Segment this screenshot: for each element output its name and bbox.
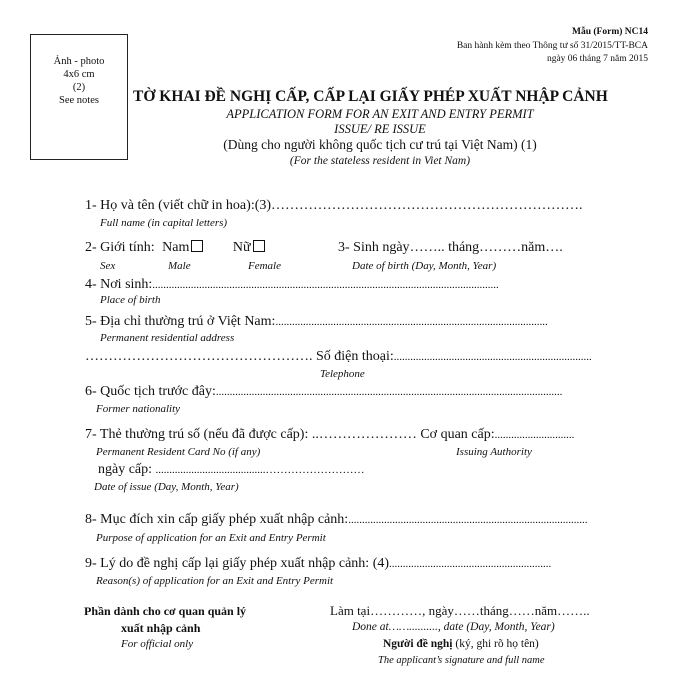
photo-size: 4x6 cm: [63, 69, 95, 80]
official-use-en: For official only: [121, 638, 194, 650]
field-reissue-reason: [85, 556, 551, 572]
field-dob-sub: Date of birth (Day, Month, Year): [352, 260, 497, 272]
field-nationality-label: 6- Quốc tịch trước đây:: [85, 384, 216, 399]
field-sex-sub: Sex: [100, 260, 116, 272]
field-agency-sub: Issuing Authority: [456, 446, 532, 458]
field-card-label: 7- Thẻ thường trú số (nếu đã được cấp):: [85, 427, 312, 442]
field-pob-input[interactable]: ..............................................................................................................................: [152, 279, 499, 291]
dob-month-input[interactable]: ………: [479, 240, 522, 255]
field-phone-input[interactable]: ........................................................................: [393, 351, 592, 363]
photo-note-number: (2): [72, 82, 86, 93]
sex-male-label: Nam: [162, 240, 190, 255]
dob-month-label: tháng: [448, 240, 480, 255]
sex-female-checkbox[interactable]: [253, 240, 265, 252]
field-address-line2-input[interactable]: ………………………………………….: [85, 349, 316, 364]
photo-label: Ảnh - photo: [53, 56, 105, 67]
form-title-vn: TỜ KHAI ĐỀ NGHỊ CẤP, CẤP LẠI GIẤY PHÉP XUẤT NHẬP CẢNH: [133, 88, 608, 105]
field-reason-label: 9- Lý do đề nghị cấp lại giấy phép xuất nhập cảnh: (4): [85, 556, 390, 571]
sex-male-checkbox[interactable]: [191, 240, 203, 252]
field-reason-sub: Reason(s) of application for an Exit and Entry Permit: [96, 575, 334, 587]
form-subtitle-vn: (Dùng cho người không quốc tịch cư trú tại Việt Nam) (1): [223, 137, 537, 152]
official-use-heading: Phần dành cho cơ quan quản lý: [84, 604, 247, 618]
field-nationality-input[interactable]: ..............................................................................................................................: [215, 386, 563, 398]
field-agency-label: Cơ quan cấp:: [420, 427, 495, 442]
field-address: [85, 314, 548, 330]
sex-female-label: Nữ: [232, 240, 251, 255]
field-full-name-label: 1- Họ và tên (viết chữ in hoa):(3): [85, 198, 272, 213]
field-address-sub: Permanent residential address: [100, 332, 235, 344]
official-use-heading-2: xuất nhập cảnh: [121, 621, 201, 635]
field-issue-date-sub: Date of issue (Day, Month, Year): [94, 481, 239, 493]
form-subtitle-en: (For the stateless resident in Viet Nam): [289, 155, 471, 167]
field-full-name-sub: Full name (in capital letters): [100, 217, 228, 229]
field-sex: [85, 240, 265, 256]
field-full-name-input[interactable]: ………………………………………………………….: [271, 198, 583, 213]
field-purpose: [85, 512, 587, 528]
field-female-sub: Female: [248, 260, 281, 272]
applicant-signature-en: The applicant’s signature and full name: [378, 655, 545, 666]
done-at-line[interactable]: Làm tại…………, ngày……tháng……năm……..: [330, 603, 590, 618]
field-phone-sub: Telephone: [320, 368, 365, 380]
field-phone-label: Số điện thoại:: [316, 349, 394, 364]
field-former-nationality: [85, 384, 562, 400]
applicant-label-rest: (ký, ghi rõ họ tên): [452, 638, 539, 650]
field-purpose-label: 8- Mục đích xin cấp giấy phép xuất nhập cảnh:: [85, 512, 349, 527]
field-place-of-birth: [85, 277, 499, 293]
form-code: Mẫu (Form) NC14: [572, 27, 648, 37]
field-address-input[interactable]: ...................................................................................................: [275, 316, 548, 328]
done-at-en: Done at…….........., date (Day, Month, Year): [352, 621, 555, 633]
field-pob-sub: Place of birth: [100, 294, 161, 306]
applicant-label-bold: Người đề nghị: [383, 638, 453, 650]
field-issue-date-label: ngày cấp:: [98, 462, 156, 477]
field-issue-date: [98, 462, 365, 478]
photo-see-notes: See notes: [59, 95, 99, 106]
issued-date: ngày 06 tháng 7 năm 2015: [546, 54, 648, 64]
applicant-signature-label: [383, 638, 539, 650]
field-dob-label: 3- Sinh ngày: [338, 240, 410, 255]
field-full-name: [85, 198, 583, 214]
field-dob: [338, 240, 563, 256]
field-issue-date-input[interactable]: ........................................………………………: [155, 464, 365, 476]
field-sex-label: 2- Giới tính:: [85, 240, 155, 255]
field-card-sub: Permanent Resident Card No (if any): [96, 446, 261, 458]
field-nationality-sub: Former nationality: [96, 403, 181, 415]
field-male-sub: Male: [168, 260, 191, 272]
field-address-line2: [85, 349, 592, 365]
field-agency-input[interactable]: .............................: [494, 429, 575, 441]
field-residence-card: [85, 427, 574, 443]
form-title-en: APPLICATION FORM FOR AN EXIT AND ENTRY PERMIT: [226, 107, 534, 121]
field-pob-label: 4- Nơi sinh:: [85, 277, 153, 292]
form-title-en-2: ISSUE/ RE ISSUE: [334, 122, 426, 136]
dob-day-input[interactable]: ……..: [409, 240, 449, 255]
field-reason-input[interactable]: ...........................................................: [389, 558, 552, 570]
field-card-input[interactable]: ..…………………: [311, 427, 421, 442]
dob-year-input[interactable]: ….: [545, 240, 563, 255]
field-purpose-sub: Purpose of application for an Exit and Entry Permit: [96, 532, 326, 544]
field-address-label: 5- Địa chỉ thường trú ở Việt Nam:: [85, 314, 276, 329]
field-purpose-input[interactable]: .......................................................................................: [348, 514, 588, 526]
issued-with: Ban hành kèm theo Thông tư số 31/2015/TT-BCA: [456, 41, 648, 51]
dob-year-label: năm: [521, 240, 546, 255]
